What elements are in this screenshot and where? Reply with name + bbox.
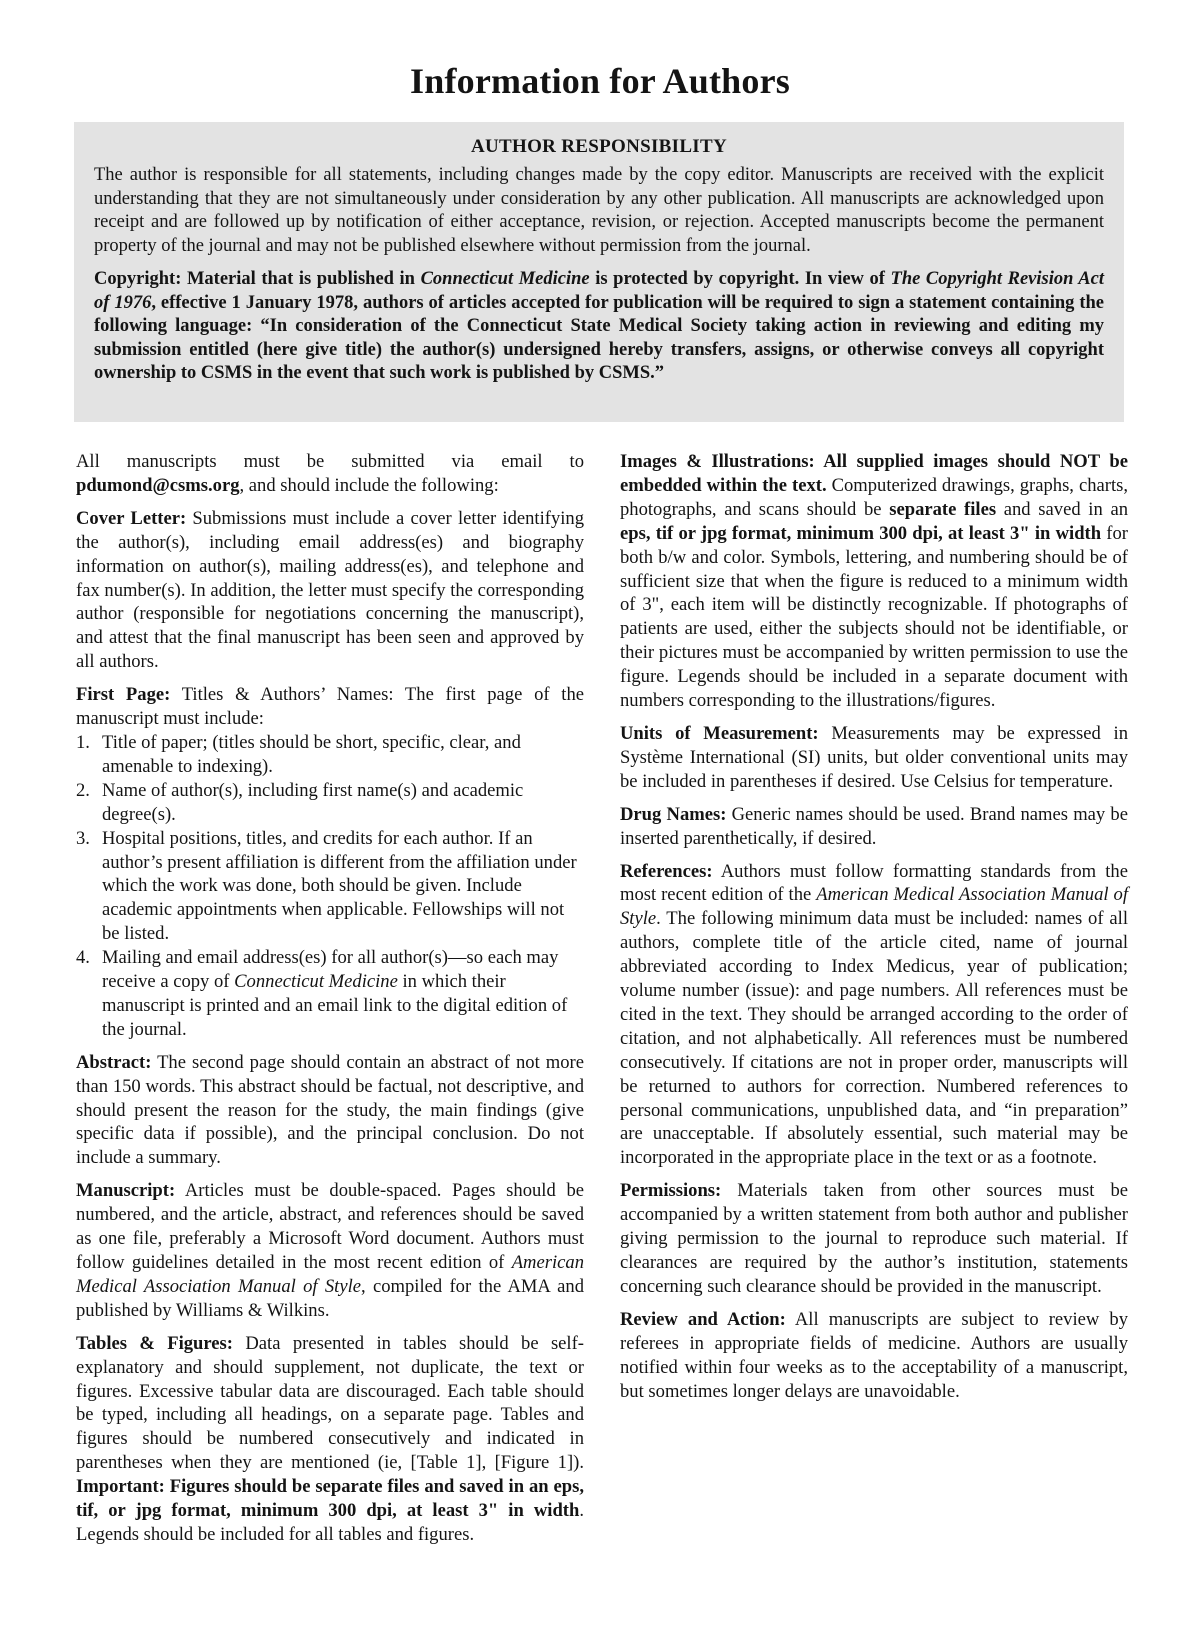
author-responsibility-box [74, 122, 1124, 422]
section-label: Permissions: [620, 1180, 722, 1202]
section-label: Tables & Figures: [76, 1332, 233, 1354]
permissions-section: Permissions: Materials taken from other sources must be accompanied by a written statement from both author and publisher giving permission to the journal to reproduce such material. If clearances are required by the author’s institution, statements concerning such clearance should be provided in the manuscript. [620, 1180, 1128, 1297]
journal-name: Connecticut Medicine [420, 269, 590, 289]
list-item: 3. Hospital positions, titles, and credits for each author. If an author’s present affiliation is different from the affiliation under which the work was done, both should be given. Include academic appointments when applicable. Fellowships will not be listed. [76, 827, 577, 945]
list-item: 4. Mailing and email address(es) for all author(s)—so each may receive a copy of Connecticut Medicine in which their manuscript is printed and an email link to the digital edition of the journal. [76, 947, 568, 1040]
journal-name: Connecticut Medicine [234, 971, 398, 993]
units-section: Units of Measurement: Measurements may be expressed in Système International (SI) units, but older conventional units may be included in parentheses if desired. Use Celsius for temperature. [620, 722, 1128, 792]
responsibility-paragraph: The author is responsible for all statements, including changes made by the copy editor. Manuscripts are received with the explicit understanding that they are not simultaneously under consideration by any other publication. All manuscripts are acknowledged upon receipt and are followed up by notification of either acceptance, revision, or rejection. Accepted manuscripts become the permanent property of the journal and may not be published elsewhere without permission from the journal. [94, 165, 1104, 256]
list-item: 1. Title of paper; (titles should be short, specific, clear, and amenable to indexing). [76, 731, 521, 777]
list-item: 2. Name of author(s), including first name(s) and academic degree(s). [76, 779, 524, 825]
review-section: Review and Action: All manuscripts are subject to review by referees in appropriate fields of medicine. Authors are usually notified within four weeks as to the acceptability of a manuscript, but sometimes longer delays are unavoidable. [620, 1308, 1128, 1402]
copyright-paragraph: Copyright: Material that is published in Connecticut Medicine is protected by copyright. In view of The Copyright Revision Act of 1976, effective 1 January 1978, authors of articles accepted for publication will be required to sign a statement containing the following language: “In consideration of the Connecticut State Medical Society taking action in reviewing and editing my submission entitled (here give title) the author(s) undersigned hereby transfers, assigns, or otherwise conveys all copyright ownership to CSMS in the event that such work is published by CSMS.” [94, 269, 1104, 383]
left-column [76, 450, 584, 1556]
section-label: Review and Action: [620, 1308, 786, 1330]
section-label: First Page: [76, 684, 171, 706]
first-page-section: First Page: Titles & Authors’ Names: The first page of the manuscript must include: [76, 684, 584, 730]
style-manual-name: American Medical Association Manual of Style [76, 1252, 584, 1297]
right-column [620, 450, 1128, 1412]
submission-email: pdumond@csms.org [76, 474, 240, 496]
section-label: Units of Measurement: [620, 722, 819, 744]
section-label: Manuscript: [76, 1180, 176, 1202]
section-label: Drug Names: [620, 803, 727, 825]
style-manual-name: American Medical Association Manual of Style [620, 884, 1128, 930]
important-note: Important: Figures should be separate files and saved in an eps, tif, or jpg format, minimum 300 dpi, at least 3" in width [76, 1476, 584, 1522]
section-label: Images & Illustrations: All supplied images should NOT be embedded within the text. [620, 451, 1128, 496]
page-title: Information for Authors [410, 61, 790, 101]
references-section: References: Authors must follow formatting standards from the most recent edition of the American Medical Association Manual of Style. The following minimum data must be included: names of all authors, complete title of the article cited, name of journal abbreviated according to Index Medicus, year of publication; volume number (issue): and page numbers. All references must be cited in the text. They should be arranged according to the order of citation, and not alphabetically. All references must be numbered consecutively. If citations are not in proper order, manuscripts will be returned to authors for correction. Numbered references to personal communications, unpublished data, and “in preparation” are unacceptable. If absolutely essential, such material may be incorporated in the appropriate place in the text or as a footnote. [620, 860, 1128, 1169]
section-label: Cover Letter: [76, 507, 187, 529]
tables-figures-section: Tables & Figures: Data presented in tables should be self-explanatory and should supplement, not duplicate, the text or figures. Excessive tabular data are discouraged. Each table should be typed, including all headings, on a separate page. Tables and figures should be numbered consecutively and indicated in parentheses when they are mentioned (ie, [Table 1], [Figure 1]). Important: Figures should be separate files and saved in an eps, tif, or jpg format, minimum 300 dpi, at least 3" in width. Legends should be included for all tables and figures. [76, 1332, 584, 1545]
section-label: Abstract: [76, 1051, 152, 1073]
images-section: Images & Illustrations: All supplied images should NOT be embedded within the text. Computerized drawings, graphs, charts, photographs, and scans should be separate files and saved in an eps, tif or jpg format, minimum 300 dpi, at least 3" in width for both b/w and color. Symbols, lettering, and numbering should be of sufficient size that when the figure is reduced to a minimum width of 3", each item will be distinctly recognizable. If photographs of patients are used, either the subjects should not be identifiable, or their pictures must be accompanied by written permission to use the figure. Legends should be included in a separate document with numbers corresponding to the illustrations/figures. [620, 451, 1128, 712]
abstract-section: Abstract: The second page should contain an abstract of not more than 150 words. This abstract should be factual, not descriptive, and should present the reason for the study, the main findings (give specific data if possible), and the principal conclusion. Do not include a summary. [76, 1051, 584, 1169]
copyright-act-name: The Copyright Revision Act of 1976 [94, 269, 1104, 313]
manuscript-section: Manuscript: Articles must be double-spaced. Pages should be numbered, and the article, abstract, and references should be saved as one file, preferably a Microsoft Word document. Authors must follow guidelines detailed in the most recent edition of American Medical Association Manual of Style, compiled for the AMA and published by Williams & Wilkins. [76, 1180, 584, 1321]
submission-intro: All manuscripts must be submitted via email to pdumond@csms.org, and should include the following: [76, 451, 584, 496]
first-page-list [76, 731, 584, 1042]
cover-letter-section: Cover Letter: Submissions must include a cover letter identifying the author(s), including email address(es) and biography information on author(s), mailing address(es), and telephone and fax number(s). In addition, the letter must specify the corresponding author (responsible for negotiations concerning the manuscript), and attest that the final manuscript has been seen and approved by all authors. [76, 507, 584, 673]
drug-names-section: Drug Names: Generic names should be used. Brand names may be inserted parenthetically, if desired. [620, 803, 1128, 849]
box-heading: AUTHOR RESPONSIBILITY [471, 136, 727, 157]
section-label: References: [620, 860, 713, 882]
